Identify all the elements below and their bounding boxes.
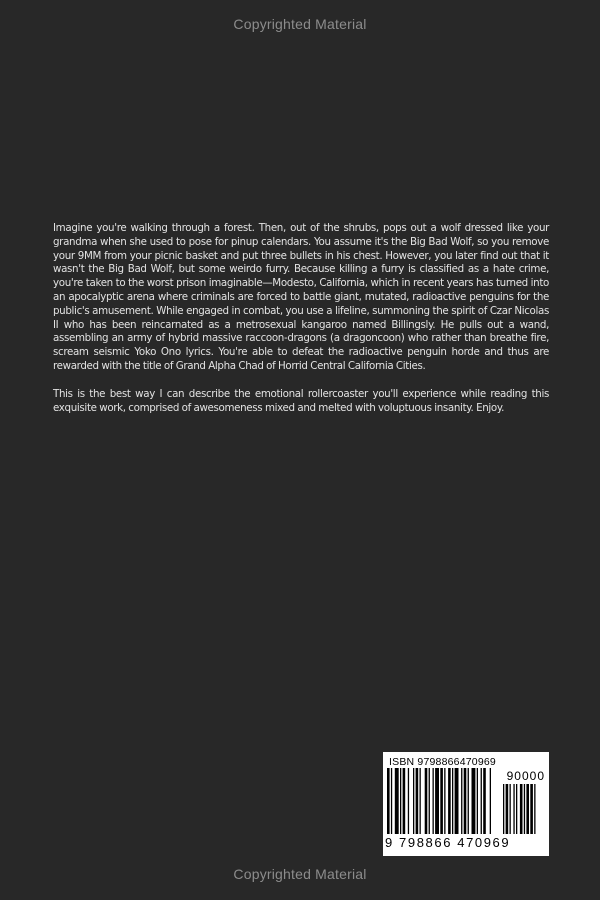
barcode-bar bbox=[452, 768, 453, 834]
barcode-bar bbox=[429, 768, 430, 834]
barcode-bar bbox=[477, 768, 478, 834]
barcode-bar bbox=[416, 768, 419, 834]
barcode-bar bbox=[472, 768, 476, 834]
barcode-addon-bar bbox=[510, 784, 511, 834]
blurb-paragraph: Imagine you're walking through a forest. Then, out of the shrubs, pops out a wolf dressed like your grandma when she used to pose for pinup calendars. You assume it's the Big Bad Wolf, so you remove your 9MM from your picnic basket and put three bullets in his chest. However, you later find out that it wasn't the Big Bad Wolf, but some weirdo furry. Because killing a furry is classified as a hate crime, you're taken to the worst prison imaginable—Modesto, California, which in recent years has turned into an apocalyptic arena where criminals are forced to battle giant, mutated, radioactive penguins for the public's amusement. While engaged in combat, you use a lifeline, summoning the spirit of Czar Nicolas II who has been reincarnated as a metrosexual kangaroo named Billingsly. He pulls out a wand, assembling an army of hybrid massive raccoon-dragons (a dragoncoon) who rather than breathe fire, scream seismic Yoko Ono lyrics. You're able to defeat the radioactive penguin horde and thus are rewarded with the title of Grand Alpha Chad of Horrid Central California Cities. bbox=[53, 222, 549, 372]
barcode-addon-bar bbox=[534, 784, 535, 834]
barcode-bar bbox=[395, 768, 399, 834]
barcode-bar bbox=[413, 768, 414, 834]
barcode-bar bbox=[481, 768, 482, 834]
isbn-label: ISBN 9798866470969 bbox=[389, 756, 496, 768]
copyright-watermark-top: Copyrighted Material bbox=[233, 16, 367, 32]
isbn-digits: 9 798866 470969 bbox=[385, 835, 511, 850]
isbn-barcode-box bbox=[383, 752, 549, 856]
barcode-bar bbox=[391, 768, 392, 834]
barcode-bar bbox=[408, 768, 409, 834]
barcode-bar bbox=[468, 768, 469, 834]
barcode-addon-bar bbox=[520, 784, 523, 834]
barcode-bar bbox=[387, 768, 390, 834]
barcode-bar bbox=[448, 768, 451, 834]
barcode-addon-bar bbox=[524, 784, 525, 834]
barcode-bar bbox=[444, 768, 445, 834]
barcode-addon-bar bbox=[530, 784, 533, 834]
copyright-watermark-bottom: Copyrighted Material bbox=[233, 866, 367, 882]
barcode-bar bbox=[461, 768, 462, 834]
back-cover-blurb bbox=[53, 222, 549, 429]
barcode-bar bbox=[433, 768, 434, 834]
barcode-addon-bar bbox=[506, 784, 509, 834]
blurb-paragraph: This is the best way I can describe the emotional rollercoaster you'll experience while reading this exquisite work, comprised of awesomeness mixed and melted with voluptuous insanity. Enjoy. bbox=[53, 387, 549, 414]
barcode-bar bbox=[400, 768, 401, 834]
barcode-bar bbox=[464, 768, 467, 834]
price-code: 90000 bbox=[506, 769, 545, 783]
barcode-addon-bar bbox=[503, 784, 504, 834]
barcode-bar bbox=[403, 768, 406, 834]
barcode-bar bbox=[420, 768, 421, 834]
barcode-bar bbox=[425, 768, 428, 834]
barcode-addon-bar bbox=[516, 784, 517, 834]
barcode-bar bbox=[455, 768, 459, 834]
barcode-addon-bar bbox=[526, 784, 529, 834]
barcode-bar bbox=[490, 768, 491, 834]
barcode-bar bbox=[440, 768, 443, 834]
barcode-addon-bar bbox=[513, 784, 514, 834]
barcode-bar bbox=[483, 768, 486, 834]
barcode-bar bbox=[435, 768, 439, 834]
